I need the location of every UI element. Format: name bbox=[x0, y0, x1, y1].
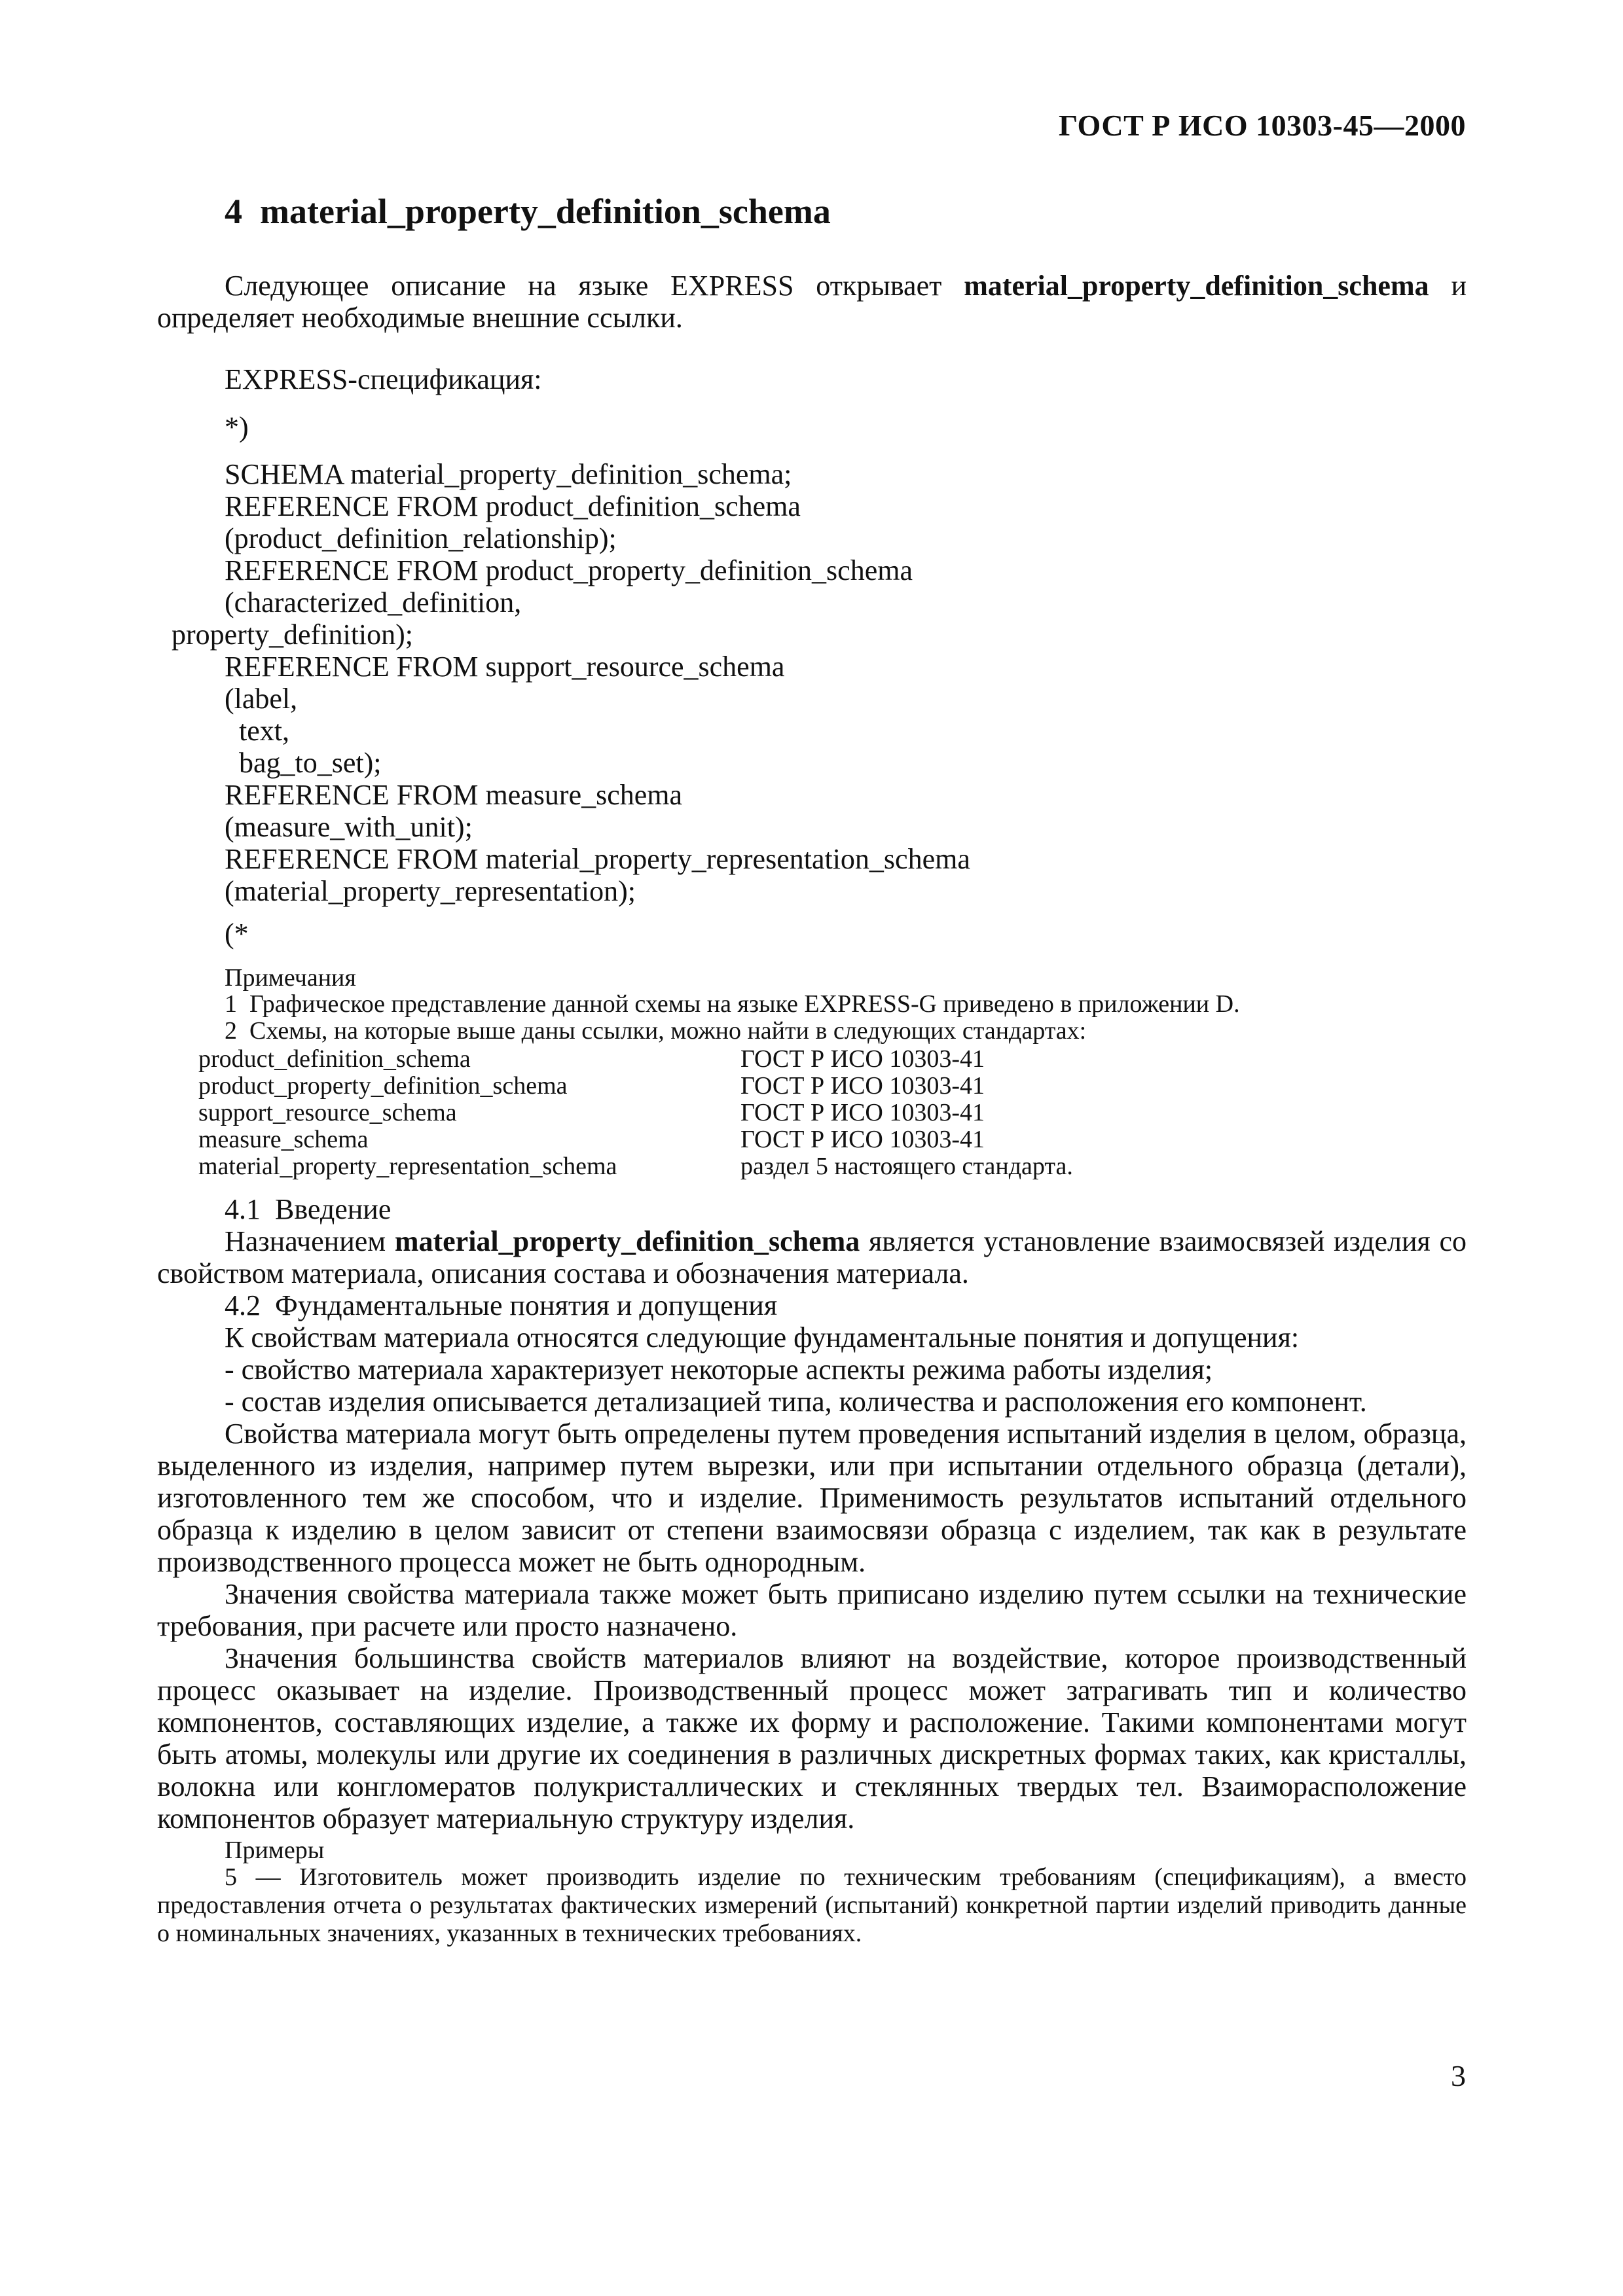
intro-paragraph: Следующее описание на языке EXPRESS открывает material_property_definition_schema и определяет необходимые внешние ссылки. bbox=[157, 270, 1467, 334]
code-line: (label, bbox=[225, 683, 298, 715]
schema-cell: support_resource_schema bbox=[198, 1099, 457, 1126]
table-row bbox=[198, 1073, 1073, 1100]
schema-cell: product_definition_schema bbox=[198, 1045, 471, 1073]
code-close-marker: (* bbox=[225, 918, 249, 950]
standard-cell: ГОСТ Р ИСО 10303-41 bbox=[740, 1126, 985, 1153]
table-row bbox=[198, 1153, 1073, 1180]
table-row bbox=[198, 1046, 1073, 1073]
subsection-4-2-lead: К свойствам материала относятся следующие фундаментальные понятия и допущения: bbox=[225, 1321, 1300, 1354]
example-5: 5 — Изготовитель может производить изделие по техническим требованиям (спецификациям), а вместо предоставления отчета о результатах фактических измерений (испытаний) конкретной партии изделий приводить данные о номинальных значениях, указанных в технических требованиях. bbox=[157, 1863, 1467, 1947]
paragraph: Значения свойства материала также может быть приписано изделию путем ссылки на технические требования, при расчете или просто назначено. bbox=[157, 1578, 1467, 1642]
schema-cell: product_property_definition_schema bbox=[198, 1072, 568, 1100]
section-number: 4 bbox=[225, 192, 242, 231]
code-line: REFERENCE FROM measure_schema bbox=[225, 779, 683, 811]
standard-cell: раздел 5 настоящего стандарта. bbox=[740, 1153, 1073, 1180]
bullet-item: - свойство материала характеризует некоторые аспекты режима работы изделия; bbox=[225, 1354, 1213, 1386]
paragraph: Значения большинства свойств материалов влияют на воздействие, которое производственный процесс оказывает на изделие. Производственный процесс может затрагивать тип и количество компонентов, составляющих изделие, а также их форму и расположение. Такими компонентами могут быть атомы, молекулы или другие их соединения в различных дискретных формах таких, как кристаллы, волокна или конгломератов полукристаллических и стеклянных твердых тел. Взаиморасположение компонентов образует материальную структуру изделия. bbox=[157, 1642, 1467, 1835]
code-line: (measure_with_unit); bbox=[225, 811, 473, 843]
examples-heading: Примеры bbox=[225, 1837, 325, 1864]
subsection-4-1-paragraph: Назначением material_property_definition_schema является установление взаимосвязей изделия со свойством материала, описания состава и обозначения материала. bbox=[157, 1225, 1467, 1289]
table-row bbox=[198, 1100, 1073, 1126]
paragraph: Свойства материала могут быть определены путем проведения испытаний изделия в целом, образца, выделенного из изделия, например путем вырезки, или при испытании отдельного образца (детали), изготовленного тем же способом, что и изделие. Применимость результатов испытаний отдельного образца к изделию в целом зависит от степени взаимосвязи образца с изделием, так как в результате производственного процесса может не быть однородным. bbox=[157, 1418, 1467, 1578]
section-title bbox=[225, 191, 831, 232]
standard-cell: ГОСТ Р ИСО 10303-41 bbox=[740, 1099, 985, 1126]
code-line: (material_property_representation); bbox=[225, 875, 636, 907]
standard-cell: ГОСТ Р ИСО 10303-41 bbox=[740, 1072, 985, 1100]
standard-cell: ГОСТ Р ИСО 10303-41 bbox=[740, 1045, 985, 1073]
code-line: text, bbox=[239, 715, 289, 747]
code-line: property_definition); bbox=[172, 619, 414, 651]
express-spec-label: EXPRESS-спецификация: bbox=[225, 363, 542, 395]
note-1: 1 Графическое представление данной схемы на языке EXPRESS-G приведено в приложении D. bbox=[225, 990, 1240, 1018]
subsection-4-1-heading: 4.1 Введение bbox=[225, 1193, 392, 1225]
code-line: SCHEMA material_property_definition_schema; bbox=[225, 458, 792, 490]
page-number: 3 bbox=[1451, 2059, 1466, 2092]
code-line: REFERENCE FROM material_property_representation_schema bbox=[225, 843, 970, 875]
subsection-4-2-heading: 4.2 Фундаментальные понятия и допущения bbox=[225, 1289, 778, 1321]
code-line: (product_definition_relationship); bbox=[225, 522, 617, 554]
schema-name-bold: material_property_definition_schema bbox=[964, 270, 1429, 302]
schema-references-table bbox=[198, 1046, 1073, 1180]
bullet-item: - состав изделия описывается детализацией типа, количества и расположения его компонент. bbox=[225, 1386, 1367, 1418]
code-line: REFERENCE FROM product_definition_schema bbox=[225, 490, 801, 522]
schema-cell: measure_schema bbox=[198, 1126, 369, 1153]
schema-cell: material_property_representation_schema bbox=[198, 1153, 617, 1180]
table-row bbox=[198, 1126, 1073, 1153]
document-header: ГОСТ Р ИСО 10303-45—2000 bbox=[1058, 109, 1466, 142]
code-line: REFERENCE FROM support_resource_schema bbox=[225, 651, 785, 683]
section-name: material_property_definition_schema bbox=[260, 192, 831, 231]
schema-name-bold: material_property_definition_schema bbox=[394, 1225, 860, 1257]
code-line: (characterized_definition, bbox=[225, 586, 522, 619]
notes-heading: Примечания bbox=[225, 964, 356, 992]
code-line: bag_to_set); bbox=[239, 747, 382, 779]
code-line: REFERENCE FROM product_property_definition_schema bbox=[225, 554, 913, 586]
note-2: 2 Схемы, на которые выше даны ссылки, можно найти в следующих стандартах: bbox=[225, 1017, 1087, 1045]
code-open-marker: *) bbox=[225, 411, 249, 443]
